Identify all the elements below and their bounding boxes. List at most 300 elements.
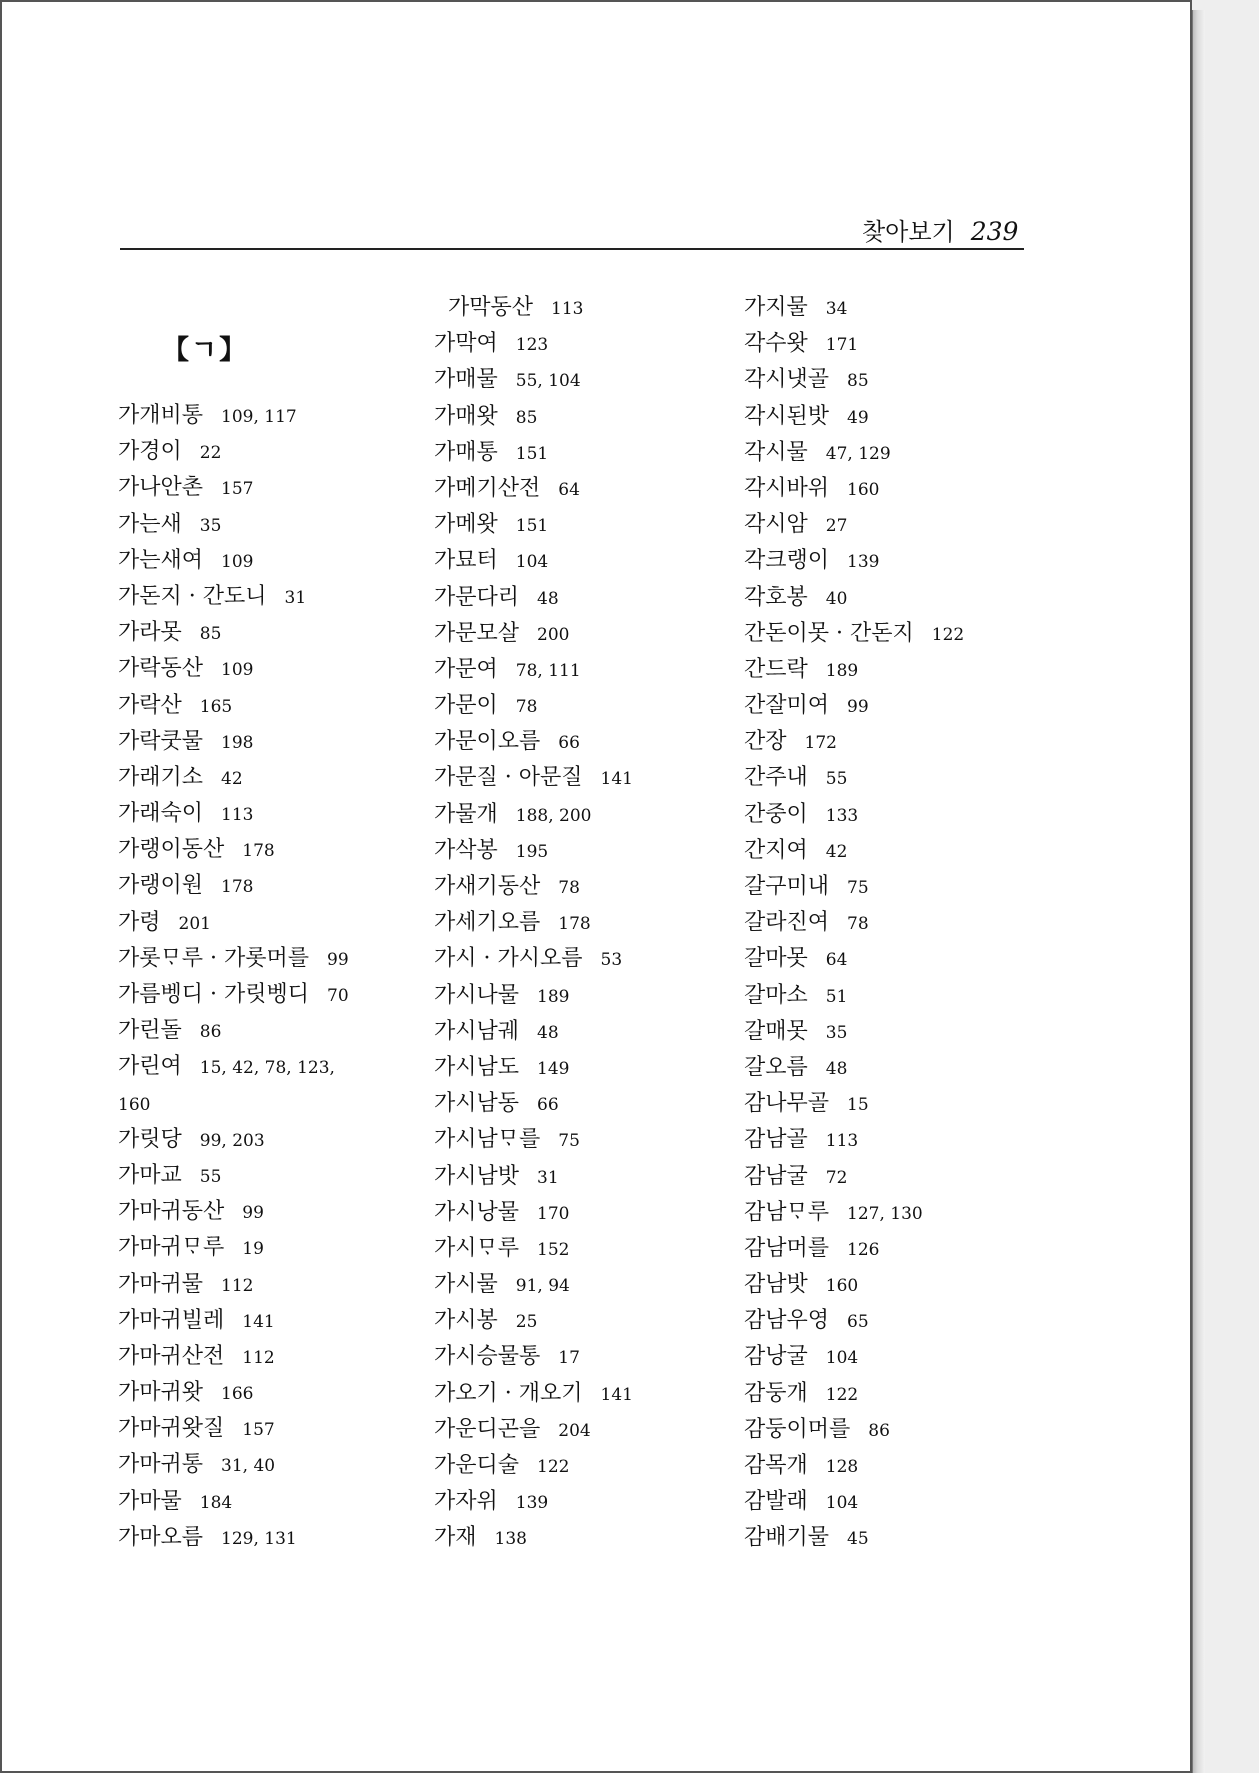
index-entry — [744, 869, 964, 905]
index-entry — [744, 362, 964, 398]
index-term: 각시바위 — [744, 475, 830, 501]
index-page-numbers: 99 — [847, 697, 869, 718]
index-entry — [434, 1195, 633, 1231]
index-page-numbers: 99, 203 — [199, 1130, 265, 1151]
index-entry — [434, 1267, 633, 1303]
index-entry — [118, 1447, 349, 1483]
index-page-numbers: 141 — [600, 1384, 633, 1405]
index-term: 가마오름 — [118, 1524, 204, 1550]
index-page-numbers: 122 — [825, 1384, 859, 1405]
index-term: 가는새여 — [118, 547, 204, 573]
index-page-numbers: 45 — [847, 1529, 869, 1550]
index-entry — [118, 615, 349, 651]
index-page-numbers: 51 — [825, 986, 848, 1007]
index-page-numbers: 152 — [537, 1239, 570, 1260]
index-term: 가나안촌 — [118, 475, 204, 501]
index-term: 간중이 — [744, 801, 808, 827]
index-page-numbers: 64 — [558, 479, 580, 500]
index-term: 가랭이원 — [118, 873, 204, 899]
index-page-numbers: 65 — [847, 1312, 869, 1333]
index-entry — [118, 470, 349, 506]
index-page-numbers: 86 — [868, 1420, 890, 1441]
index-column-2 — [434, 290, 633, 1557]
index-term: 간잘미여 — [744, 693, 830, 719]
index-page-numbers: 72 — [825, 1167, 848, 1188]
index-page-numbers: 66 — [537, 1095, 559, 1116]
index-entry — [434, 326, 633, 362]
index-term: 가운디곤을 — [434, 1416, 541, 1442]
index-entry — [118, 1303, 349, 1339]
index-entry — [744, 1122, 964, 1158]
index-entry — [434, 1122, 633, 1158]
index-page-numbers: 53 — [600, 950, 623, 971]
index-entry — [744, 399, 964, 435]
index-term: 감목개 — [744, 1453, 808, 1478]
index-term: 감나무골 — [744, 1091, 830, 1117]
index-entry — [434, 724, 633, 760]
index-term: 간지여 — [744, 837, 808, 863]
index-term: 감둥이머를 — [744, 1416, 851, 1442]
section-heading: 【ㄱ】 — [162, 335, 249, 366]
index-term: 감남골 — [744, 1127, 808, 1153]
index-page-numbers: 49 — [847, 407, 869, 428]
index-page-numbers: 78, 111 — [515, 660, 581, 681]
index-entry — [434, 688, 633, 724]
index-page-numbers: 122 — [537, 1457, 570, 1477]
index-entry — [744, 1448, 964, 1484]
index-page-numbers: 27 — [825, 516, 848, 537]
index-term: 가마귀왓질 — [118, 1416, 225, 1442]
index-term: 가재 — [434, 1525, 477, 1551]
index-page-numbers: 48 — [537, 1022, 559, 1043]
index-term: 각시암 — [744, 512, 808, 538]
index-page-numbers: 139 — [847, 552, 880, 573]
index-term: 가삭봉 — [434, 837, 498, 863]
index-page-numbers: 151 — [515, 516, 549, 537]
index-page-numbers: 48 — [537, 588, 559, 609]
index-term: 가락동산 — [118, 656, 204, 682]
index-term: 가마귀빌레 — [118, 1307, 225, 1333]
index-page-numbers: 31, 40 — [221, 1456, 276, 1477]
index-entry — [118, 543, 349, 579]
index-term: 가령 — [118, 909, 161, 935]
index-entry — [118, 868, 349, 904]
index-page-numbers: 198 — [221, 732, 254, 753]
index-page-numbers: 151 — [515, 443, 549, 464]
index-term: 갈오름 — [744, 1054, 808, 1080]
index-page-numbers: 113 — [221, 805, 254, 826]
index-entry — [744, 1520, 964, 1556]
index-page-numbers: 55 — [825, 769, 848, 790]
index-term: 가마교 — [118, 1162, 182, 1188]
index-term: 감남우영 — [744, 1308, 830, 1334]
index-entry — [744, 652, 964, 688]
index-term: 감발래 — [744, 1489, 808, 1515]
index-page-numbers: 171 — [825, 335, 859, 356]
index-entry — [434, 1231, 633, 1267]
index-entry — [744, 724, 964, 760]
index-page-numbers: 55 — [199, 1166, 222, 1187]
index-page-numbers: 47, 129 — [825, 443, 891, 464]
index-page-numbers: 99 — [242, 1203, 264, 1224]
index-term: 각시물 — [744, 439, 808, 465]
index-term: 가마귀물 — [118, 1271, 204, 1297]
index-entry — [434, 616, 633, 652]
index-entry — [744, 941, 964, 977]
index-page-numbers: 138 — [494, 1529, 527, 1550]
index-entry — [434, 290, 633, 326]
index-term: 가래숙이 — [118, 801, 204, 827]
index-term: 가마귀통 — [118, 1452, 204, 1478]
index-page-numbers: 178 — [558, 914, 591, 935]
index-page-numbers: 17 — [558, 1348, 580, 1369]
index-term: 가세기오름 — [434, 910, 541, 936]
index-term: 가마귀동산 — [118, 1199, 225, 1225]
index-entry — [434, 797, 633, 833]
index-term: 가마귀산전 — [118, 1343, 225, 1369]
index-entry — [118, 1375, 349, 1411]
index-entry — [118, 1267, 349, 1303]
index-entry — [118, 688, 349, 724]
index-entry — [744, 905, 964, 941]
index-page-numbers: 141 — [600, 769, 633, 790]
index-page-numbers: 48 — [825, 1058, 848, 1079]
index-entry — [744, 978, 964, 1014]
index-term: 가개비통 — [118, 403, 204, 428]
index-page-numbers: 109 — [221, 551, 254, 572]
index-term: 감배기물 — [744, 1525, 830, 1551]
index-entry — [434, 1159, 633, 1195]
index-entry — [118, 1158, 349, 1194]
index-entry — [434, 543, 633, 579]
page-edge — [1192, 10, 1205, 1773]
index-page-numbers: 122 — [931, 624, 965, 645]
index-term: 갈마소 — [744, 982, 808, 1008]
index-term: 가린돌 — [118, 1018, 182, 1044]
index-entry — [434, 905, 633, 941]
index-entry — [434, 1376, 633, 1412]
index-entry — [744, 1231, 964, 1267]
index-page-numbers: 104 — [825, 1348, 859, 1369]
index-page-numbers: 141 — [242, 1311, 275, 1332]
index-entry — [118, 1194, 349, 1230]
index-entry — [118, 579, 349, 615]
index-entry — [744, 1339, 964, 1375]
index-term: 가매물 — [434, 367, 498, 393]
index-page-numbers: 35 — [825, 1022, 848, 1043]
index-term: 가시남도 — [434, 1054, 520, 1080]
index-page-numbers: 127, 130 — [847, 1203, 923, 1224]
index-page-numbers: 200 — [537, 624, 570, 645]
index-entry — [118, 507, 349, 543]
index-page-numbers: 42 — [825, 841, 848, 862]
index-entry — [744, 507, 964, 543]
index-entry — [434, 869, 633, 905]
index-term: 가막동산 — [448, 295, 534, 320]
index-entry — [744, 1086, 964, 1122]
index-page-numbers: 128 — [825, 1457, 859, 1477]
index-term: 가마물 — [118, 1488, 182, 1514]
index-page-numbers: 109 — [221, 660, 254, 681]
index-page-numbers: 104 — [825, 1493, 859, 1514]
index-page-numbers: 112 — [221, 1275, 254, 1296]
index-entry — [118, 796, 349, 832]
index-page-numbers: 78 — [558, 878, 580, 898]
index-entry — [118, 1339, 349, 1375]
index-term: 간드락 — [744, 656, 808, 682]
index-entry — [118, 1122, 349, 1158]
index-entry — [744, 1050, 964, 1086]
index-page-numbers: 85 — [847, 371, 869, 392]
index-page-numbers: 15 — [847, 1095, 869, 1116]
index-entry — [434, 833, 633, 869]
index-page-numbers: 178 — [242, 841, 275, 862]
index-term: 가경이 — [118, 439, 182, 465]
index-entry — [744, 471, 964, 507]
index-page-numbers: 85 — [515, 407, 538, 428]
index-term: 가린여 — [118, 1054, 182, 1080]
index-entry — [434, 1050, 633, 1086]
index-term: 가마귀ᄆᆞ루 — [118, 1235, 225, 1261]
index-entry — [434, 760, 633, 796]
index-term: 각호봉 — [744, 584, 808, 610]
index-page-numbers: 189 — [825, 660, 859, 681]
index-entry — [434, 1339, 633, 1375]
index-term: 갈라진여 — [744, 910, 830, 936]
index-page-numbers: 160 — [825, 1276, 859, 1297]
header-rule — [120, 248, 1024, 250]
index-page-numbers: 70 — [327, 986, 349, 1006]
index-page-numbers: 166 — [221, 1384, 254, 1405]
index-term: 감남굴 — [744, 1163, 808, 1189]
index-entry — [118, 651, 349, 687]
index-term: 각수왓 — [744, 331, 808, 357]
index-page-numbers: 64 — [825, 950, 848, 971]
index-page-numbers: 195 — [515, 841, 549, 862]
index-entry — [744, 290, 964, 326]
index-term: 갈마못 — [744, 946, 808, 972]
index-page-numbers: 66 — [558, 733, 580, 754]
index-entry — [118, 1230, 349, 1266]
index-page-numbers: 160 — [847, 479, 880, 500]
index-entry — [434, 1448, 633, 1484]
index-page-numbers: 184 — [199, 1492, 233, 1513]
index-page-numbers: 91, 94 — [515, 1276, 570, 1297]
index-term: 감남ᄆᆞ루 — [744, 1199, 830, 1225]
index-term: 가새기동산 — [434, 874, 541, 899]
index-term: 가릿당 — [118, 1126, 182, 1152]
index-term: 가매통 — [434, 439, 498, 465]
header-title: 찾아보기 — [862, 218, 955, 246]
index-entry — [434, 652, 633, 688]
index-entry — [434, 941, 633, 977]
index-page-numbers: 157 — [221, 479, 254, 500]
index-term: 가돈지 · 간도니 — [118, 583, 267, 609]
index-term: 가름벵디 · 가릿벵디 — [118, 982, 309, 1007]
index-entry — [118, 905, 349, 941]
index-page-numbers: 75 — [558, 1131, 580, 1152]
index-entry — [744, 1267, 964, 1303]
index-entry — [118, 760, 349, 796]
index-page-numbers: 129, 131 — [221, 1528, 297, 1549]
index-entry — [118, 941, 349, 977]
index-term: 각시된밧 — [744, 403, 830, 429]
index-term: 가메왓 — [434, 512, 498, 538]
index-term: 가지물 — [744, 295, 808, 320]
index-page-numbers: 35 — [199, 515, 222, 536]
index-page-numbers: 133 — [825, 805, 859, 826]
index-page-numbers: 157 — [242, 1420, 275, 1441]
index-term: 가자위 — [434, 1489, 498, 1515]
index-term: 각크랭이 — [744, 548, 830, 574]
index-term: 감남밧 — [744, 1272, 808, 1298]
index-entry — [118, 398, 349, 434]
index-term: 가락쿳물 — [118, 728, 204, 754]
index-term: 가시남궤 — [434, 1018, 520, 1044]
index-entry — [118, 1520, 349, 1556]
index-entry — [434, 1412, 633, 1448]
index-entry — [744, 1195, 964, 1231]
index-entry — [744, 1014, 964, 1050]
index-entry — [744, 1484, 964, 1520]
index-entry — [434, 580, 633, 616]
index-term: 가문이오름 — [434, 729, 541, 755]
index-term: 가시ᄆᆞ루 — [434, 1235, 520, 1261]
index-term: 가시남동 — [434, 1091, 520, 1117]
index-term: 가라못 — [118, 620, 182, 646]
index-page-numbers: 113 — [825, 1131, 859, 1152]
index-page-numbers: 104 — [515, 552, 549, 573]
index-entry — [118, 434, 349, 470]
index-entry — [744, 435, 964, 471]
index-page-numbers: 22 — [199, 443, 222, 464]
index-entry — [118, 1049, 349, 1085]
index-term: 가래기소 — [118, 764, 204, 790]
index-entry — [434, 1014, 633, 1050]
index-entry — [434, 1520, 633, 1556]
index-term: 가락산 — [118, 692, 182, 718]
index-page-numbers: 172 — [804, 733, 837, 754]
index-entry — [744, 1376, 964, 1412]
index-entry — [744, 1303, 964, 1339]
index-page-numbers: 25 — [515, 1312, 538, 1333]
index-page-numbers: 160 — [118, 1094, 151, 1115]
index-page-numbers: 86 — [199, 1022, 222, 1043]
index-term: 가마귀왓 — [118, 1380, 204, 1406]
index-page-numbers: 78 — [847, 914, 869, 935]
index-entry — [434, 362, 633, 398]
index-entry — [744, 797, 964, 833]
index-term: 각시냇골 — [744, 367, 830, 393]
index-term: 가묘터 — [434, 548, 498, 574]
index-page-numbers: 165 — [199, 696, 233, 717]
index-entry — [434, 1303, 633, 1339]
index-page-numbers: 75 — [847, 878, 869, 898]
index-entry — [434, 507, 633, 543]
index-page-numbers: 126 — [847, 1239, 880, 1260]
index-page-numbers: 31 — [537, 1167, 559, 1188]
index-page-numbers: 40 — [825, 588, 848, 609]
index-entry — [118, 832, 349, 868]
index-term: 가운디술 — [434, 1453, 520, 1478]
index-page-numbers: 139 — [515, 1493, 549, 1514]
index-entry — [744, 616, 964, 652]
index-page-numbers: 55, 104 — [515, 371, 581, 392]
index-term: 가문다리 — [434, 584, 520, 610]
index-entry — [434, 435, 633, 471]
index-entry — [744, 688, 964, 724]
index-term: 간주내 — [744, 765, 808, 791]
running-header — [862, 212, 1018, 247]
index-term: 가시남ᄆᆞ를 — [434, 1127, 541, 1153]
index-term: 갈매못 — [744, 1018, 808, 1044]
index-term: 갈구미내 — [744, 874, 830, 899]
index-entry — [434, 471, 633, 507]
index-term: 가문여 — [434, 656, 498, 682]
index-page-numbers: 170 — [537, 1203, 570, 1224]
index-page-numbers: 188, 200 — [515, 805, 592, 826]
index-page-numbers: 112 — [242, 1347, 275, 1368]
index-column-3 — [744, 290, 964, 1557]
index-page-numbers: 109, 117 — [221, 407, 297, 427]
index-entry — [118, 1013, 349, 1049]
index-term: 가시봉 — [434, 1308, 498, 1334]
index-term: 간돈이못 · 간돈지 — [744, 620, 914, 646]
index-page-numbers: 19 — [242, 1239, 264, 1260]
index-page-numbers: 149 — [537, 1058, 570, 1079]
index-term: 가문모살 — [434, 620, 520, 646]
index-entry — [744, 326, 964, 362]
index-entry — [744, 1159, 964, 1195]
index-entry — [434, 1086, 633, 1122]
index-page-numbers: 15, 42, 78, 123, — [199, 1058, 335, 1079]
index-entry — [118, 724, 349, 760]
index-term: 가시물 — [434, 1272, 498, 1298]
index-page-numbers: 178 — [221, 877, 254, 898]
index-entry — [744, 1412, 964, 1448]
index-term: 가는새 — [118, 511, 182, 537]
index-entry — [118, 977, 349, 1013]
index-term: 감남머를 — [744, 1235, 830, 1261]
index-page-numbers: 123 — [515, 335, 549, 356]
index-page-numbers: 42 — [221, 768, 243, 789]
index-term: 가막여 — [434, 331, 498, 357]
index-term: 가오기 · 개오기 — [434, 1380, 583, 1406]
index-term: 가물개 — [434, 801, 498, 827]
index-term: 감낭굴 — [744, 1344, 808, 1370]
index-term: 가랭이동산 — [118, 837, 225, 863]
index-page-numbers: 34 — [825, 299, 848, 319]
index-entry — [744, 580, 964, 616]
index-page-numbers: 113 — [551, 299, 584, 319]
index-page-numbers: 78 — [515, 697, 538, 718]
index-term: 가시승물통 — [434, 1344, 541, 1370]
index-entry — [744, 543, 964, 579]
index-page-numbers: 99 — [327, 949, 349, 970]
index-entry — [434, 399, 633, 435]
index-term: 가시낭물 — [434, 1199, 520, 1225]
index-page-numbers: 204 — [558, 1420, 591, 1441]
index-term: 가매왓 — [434, 403, 498, 429]
index-term: 가시나물 — [434, 982, 520, 1008]
index-entry — [434, 978, 633, 1014]
index-term: 가문질 · 아문질 — [434, 765, 583, 791]
index-entry — [434, 1484, 633, 1520]
index-term: 간장 — [744, 729, 787, 755]
index-term: 가롯ᄆᆞ루 · 가롯머를 — [118, 945, 309, 971]
index-term: 가시 · 가시오름 — [434, 946, 583, 972]
index-page-numbers: 85 — [199, 624, 222, 645]
